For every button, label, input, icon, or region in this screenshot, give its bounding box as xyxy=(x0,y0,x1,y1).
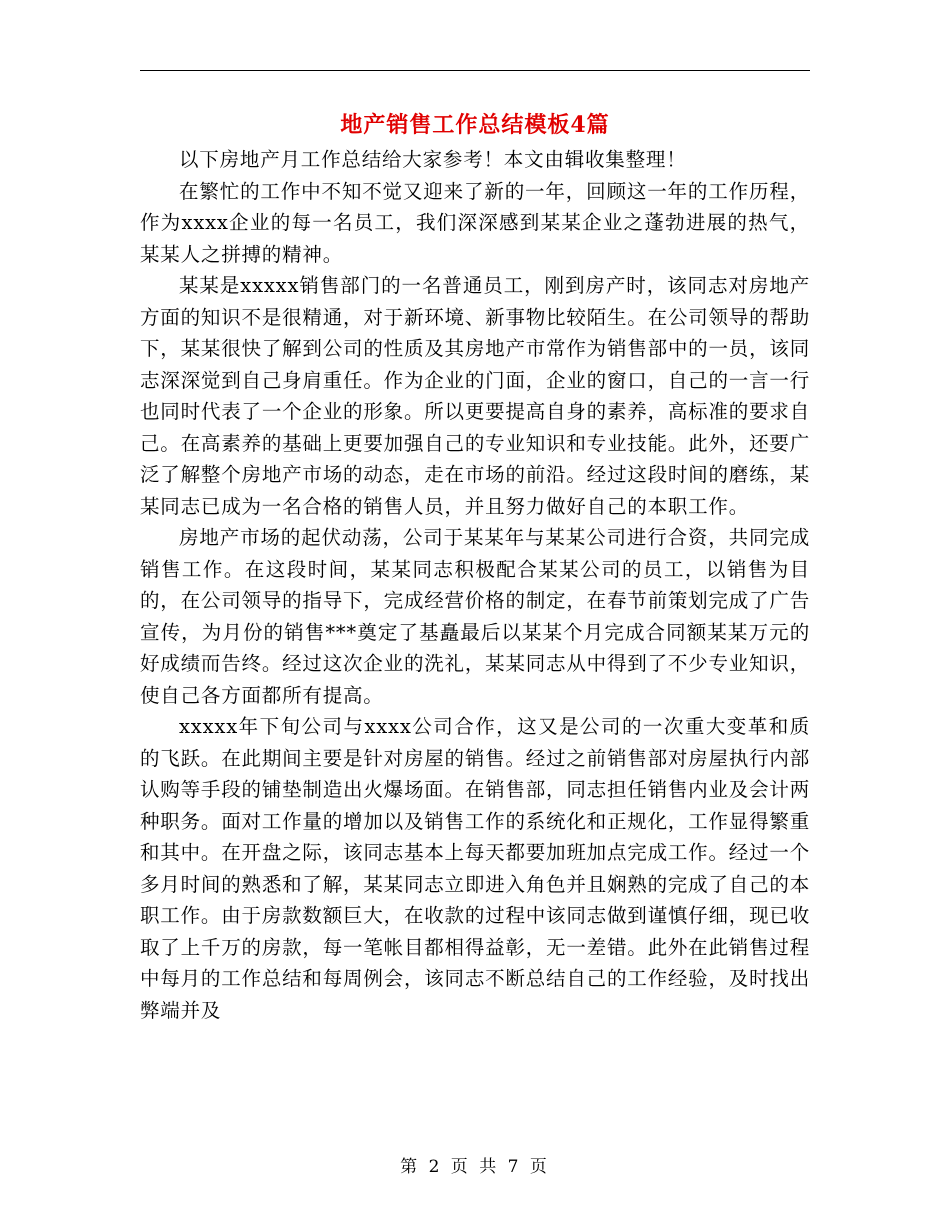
paragraph-1: 在繁忙的工作中不知不觉又迎来了新的一年，回顾这一年的工作历程，作为xxxx企业的每一名员工，我们深深感到某某企业之蓬勃进展的热气，某某人之拼搏的精神。 xyxy=(140,179,810,266)
paragraph-2: 某某是xxxxx销售部门的一名普通员工，刚到房产时，该同志对房地产方面的知识不是很精通，对于新环境、新事物比较陌生。在公司领导的帮助下，某某很快了解到公司的性质及其房地产市常作为销售部中的一员，该同志深深觉到自己身肩重任。作为企业的门面，企业的窗口，自己的一言一行也同时代表了一个企业的形象。所以更要提高自身的素养，高标准的要求自己。在高素养的基础上更要加强自己的专业知识和专业技能。此外，还要广泛了解整个房地产市场的动态，走在市场的前沿。经过这段时间的磨练，某某同志已成为一名合格的销售人员，并且努力做好自己的本职工作。 xyxy=(140,274,810,518)
document-body xyxy=(140,144,810,1026)
paragraph-4: xxxxx年下旬公司与xxxx公司合作，这又是公司的一次重大变革和质的飞跃。在此期间主要是针对房屋的销售。经过之前销售部对房屋执行内部认购等手段的铺垫制造出火爆场面。在销售部，同志担任销售内业及会计两种职务。面对工作量的增加以及销售工作的系统化和正规化，工作显得繁重和其中。在开盘之际，该同志基本上每天都要加班加点完成工作。经过一个多月时间的熟悉和了解，某某同志立即进入角色并且娴熟的完成了自己的本职工作。由于房款数额巨大，在收款的过程中该同志做到谨慎仔细，现已收取了上千万的房款，每一笔帐目都相得益彰，无一差错。此外在此销售过程中每月的工作总结和每周例会，该同志不断总结自己的工作经验，及时找出弊端并及 xyxy=(140,715,810,1022)
page-number-footer: 第 2 页 共 7 页 xyxy=(400,1157,550,1177)
paragraph-intro: 以下房地产月工作总结给大家参考！本文由辑收集整理！ xyxy=(179,148,687,171)
document-title: 地产销售工作总结模板4篇 xyxy=(340,112,610,138)
header-rule xyxy=(140,70,810,71)
paragraph-3: 房地产市场的起伏动荡，公司于某某年与某某公司进行合资，共同完成销售工作。在这段时间，某某同志积极配合某某公司的员工，以销售为目的，在公司领导的指导下，完成经营价格的制定，在春节前策划完成了广告宣传，为月份的销售***奠定了基矗最后以某某个月完成合同额某某万元的好成绩而告终。经过这次企业的洗礼，某某同志从中得到了不少专业知识，使自己各方面都所有提高。 xyxy=(140,526,810,707)
